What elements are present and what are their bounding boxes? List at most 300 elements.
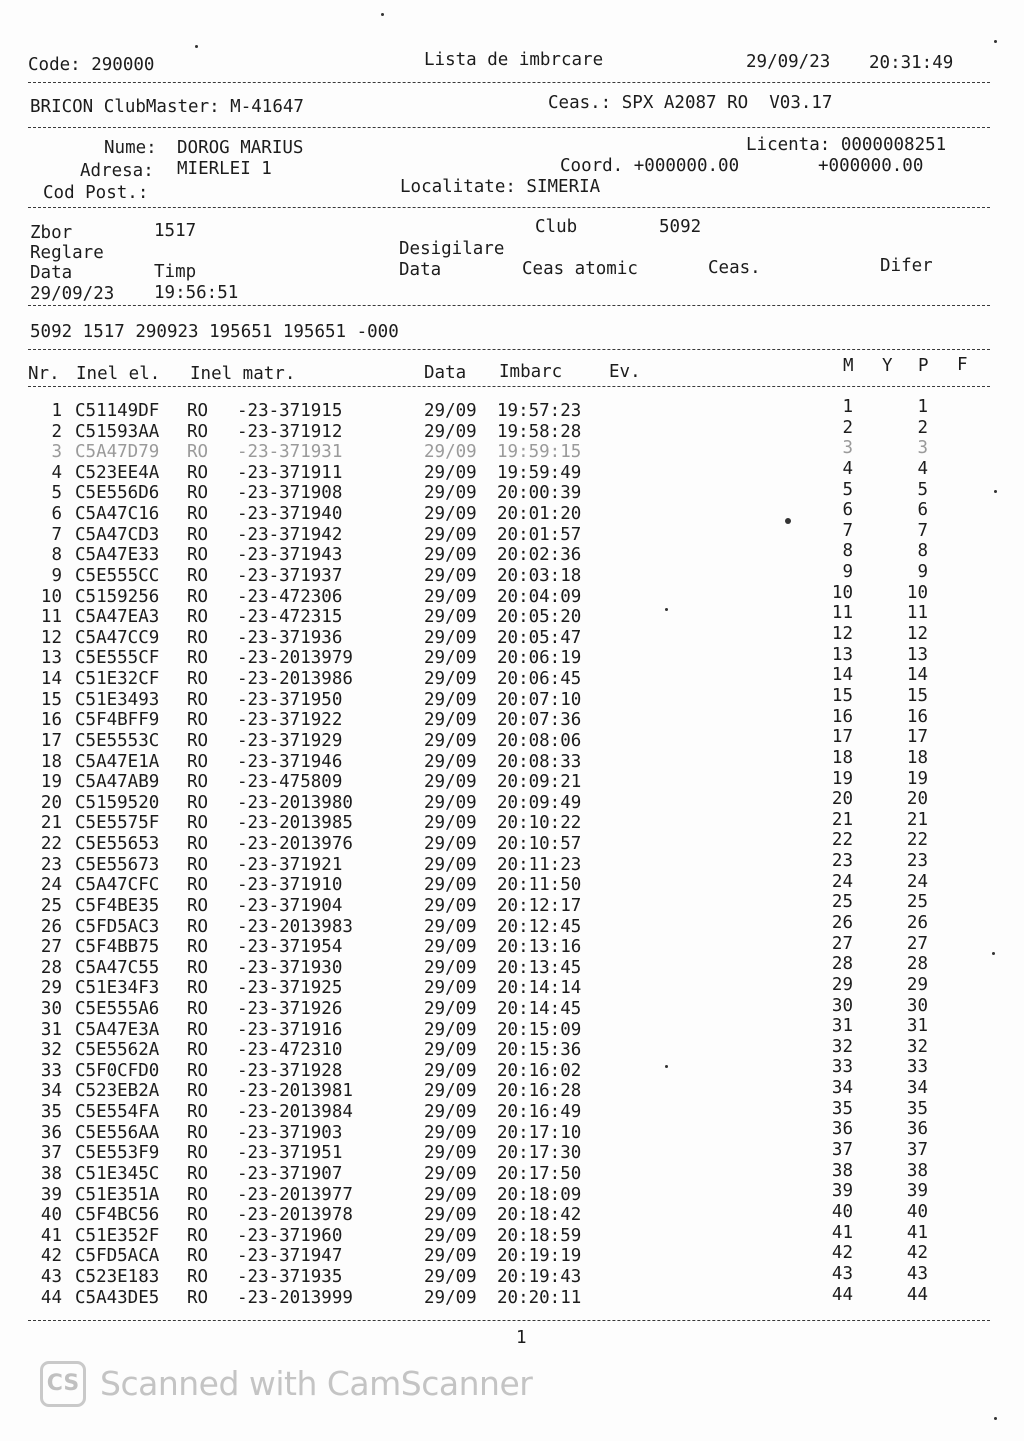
electronic-ring: C5A47CFC	[75, 875, 160, 896]
position-m: 26	[831, 913, 853, 933]
arrival-date: 29/09	[424, 1267, 477, 1288]
position-p: 18	[906, 747, 928, 768]
electronic-ring: C5A47E33	[75, 545, 160, 566]
arrival-date: 29/09	[424, 545, 477, 566]
col-header-inel-matr: Inel matr.	[190, 364, 296, 384]
row-number: 18	[40, 751, 62, 772]
arrival-date: 29/09	[424, 978, 477, 999]
scan-speck	[381, 13, 384, 16]
table-row	[0, 768, 1024, 793]
position-p: 5	[917, 479, 928, 500]
row-number: 23	[40, 854, 62, 875]
arrival-time: 20:14:45	[497, 998, 582, 1019]
col-header-m: M	[843, 356, 854, 376]
ring-country: RO	[187, 545, 209, 566]
header-time: 20:31:49	[869, 53, 954, 73]
ring-country: RO	[187, 1019, 209, 1040]
registration-ring: -23-2013983	[237, 916, 353, 937]
ring-country: RO	[187, 895, 209, 916]
position-m: 6	[842, 500, 853, 521]
owner-address: MIERLEI 1	[177, 159, 272, 179]
position-p: 42	[906, 1243, 928, 1264]
arrival-time: 19:58:28	[497, 421, 582, 442]
ring-country: RO	[187, 710, 209, 731]
arrival-date: 29/09	[424, 710, 477, 731]
position-m: 38	[831, 1160, 853, 1181]
ring-country: RO	[187, 1246, 209, 1267]
ring-country: RO	[187, 916, 209, 937]
scan-speck	[994, 40, 997, 43]
row-number: 30	[40, 998, 62, 1019]
header-date: 29/09/23	[746, 52, 831, 72]
arrival-date: 29/09	[424, 421, 477, 442]
position-m: 28	[831, 954, 853, 975]
row-number: 38	[40, 1163, 62, 1184]
electronic-ring: C51E351A	[75, 1184, 160, 1205]
table-row	[0, 1140, 1024, 1164]
registration-ring: -23-371947	[237, 1246, 343, 1267]
position-p: 36	[906, 1119, 928, 1140]
position-m: 41	[831, 1222, 853, 1243]
row-number: 43	[40, 1267, 62, 1288]
ring-country: RO	[187, 854, 209, 875]
registration-ring: -23-371950	[237, 689, 343, 710]
position-p: 33	[906, 1057, 928, 1078]
table-row	[0, 747, 1024, 773]
position-m: 1	[842, 397, 853, 417]
ring-country: RO	[187, 813, 209, 834]
registration-ring: -23-371904	[237, 895, 343, 916]
arrival-date: 29/09	[424, 483, 477, 504]
position-m: 43	[831, 1263, 853, 1284]
summary-line: 5092 1517 290923 195651 195651 -000	[30, 322, 399, 342]
arrival-time: 20:13:45	[497, 957, 582, 978]
electronic-ring: C5F4BB75	[75, 937, 160, 958]
electronic-ring: C5F4BFF9	[75, 710, 160, 731]
position-p: 40	[906, 1201, 928, 1222]
arrival-date: 29/09	[424, 1184, 477, 1205]
arrival-date: 29/09	[424, 937, 477, 958]
data-label: Data	[30, 263, 73, 283]
separator	[28, 305, 990, 306]
electronic-ring: C5159256	[75, 586, 160, 607]
table-row	[0, 603, 1024, 628]
row-number: 44	[40, 1287, 62, 1308]
position-p: 15	[906, 685, 928, 706]
row-number: 1	[51, 401, 62, 421]
device-label: BRICON ClubMaster: M-41647	[30, 97, 304, 117]
row-number: 31	[40, 1019, 62, 1040]
arrival-date: 29/09	[424, 998, 477, 1019]
position-m: 42	[831, 1243, 853, 1264]
row-number: 15	[40, 689, 62, 710]
arrival-date: 29/09	[424, 1225, 477, 1246]
ring-country: RO	[187, 648, 209, 669]
arrival-date: 29/09	[424, 1081, 477, 1102]
position-m: 32	[831, 1036, 853, 1057]
arrival-time: 20:17:10	[497, 1122, 582, 1143]
table-row	[0, 458, 1024, 484]
separator	[28, 386, 990, 387]
electronic-ring: C5A47E3A	[75, 1019, 160, 1040]
registration-ring: -23-371916	[237, 1019, 343, 1040]
position-p: 37	[906, 1140, 928, 1161]
ring-country: RO	[187, 772, 209, 793]
registration-ring: -23-2013977	[237, 1184, 353, 1205]
table-row	[0, 1098, 1024, 1123]
ceas-label: Ceas.	[708, 258, 761, 278]
position-m: 14	[831, 665, 853, 686]
position-p: 17	[906, 727, 928, 748]
arrival-date: 29/09	[424, 1246, 477, 1267]
electronic-ring: C51E352F	[75, 1225, 160, 1246]
arrival-date: 29/09	[424, 730, 477, 751]
registration-ring: -23-371940	[237, 504, 343, 525]
arrival-time: 20:16:28	[497, 1081, 582, 1102]
electronic-ring: C5FD5ACA	[75, 1246, 160, 1267]
table-row	[0, 1036, 1024, 1061]
registration-ring: -23-472310	[237, 1040, 343, 1061]
position-m: 29	[831, 974, 853, 995]
position-p: 22	[906, 830, 928, 851]
position-m: 25	[831, 892, 853, 913]
row-number: 42	[40, 1246, 62, 1267]
arrival-date: 29/09	[424, 772, 477, 793]
table-row	[0, 582, 1024, 608]
arrival-time: 20:11:23	[497, 854, 582, 875]
arrival-date: 29/09	[424, 1019, 477, 1040]
position-p: 41	[906, 1222, 928, 1243]
registration-ring: -23-475809	[237, 772, 343, 793]
license-label: Licenta: 0000008251	[746, 135, 947, 155]
position-m: 22	[831, 830, 853, 851]
arrival-time: 20:12:45	[497, 916, 582, 937]
arrival-time: 20:18:59	[497, 1225, 582, 1246]
arrival-date: 29/09	[424, 834, 477, 855]
position-p: 26	[906, 913, 928, 933]
registration-ring: -23-371903	[237, 1122, 343, 1143]
row-number: 13	[40, 648, 62, 669]
electronic-ring: C5F0CFD0	[75, 1060, 160, 1081]
table-row	[0, 562, 1024, 587]
arrival-date: 29/09	[424, 401, 477, 421]
position-p: 27	[906, 933, 928, 954]
arrival-date: 29/09	[424, 607, 477, 628]
row-number: 12	[40, 627, 62, 648]
col-header-imbarc: Imbarc	[499, 362, 563, 382]
document-title: Lista de imbrcare	[424, 50, 604, 70]
electronic-ring: C523E183	[75, 1267, 160, 1288]
table-row	[0, 830, 1024, 855]
registration-ring: -23-371910	[237, 875, 343, 896]
position-m: 44	[831, 1284, 853, 1305]
arrival-date: 29/09	[424, 586, 477, 607]
separator	[28, 349, 990, 350]
table-row	[0, 974, 1024, 999]
position-m: 21	[831, 809, 853, 830]
ring-country: RO	[187, 730, 209, 751]
table-row	[0, 1243, 1024, 1267]
ring-country: RO	[187, 1184, 209, 1205]
ring-country: RO	[187, 998, 209, 1019]
arrival-time: 20:06:45	[497, 669, 582, 690]
table-row	[0, 1181, 1024, 1206]
arrival-date: 29/09	[424, 792, 477, 813]
position-m: 2	[842, 417, 853, 438]
position-m: 36	[831, 1119, 853, 1140]
page-number: 1	[516, 1328, 527, 1348]
reg-time: 19:56:51	[154, 283, 239, 303]
arrival-time: 20:16:02	[497, 1060, 582, 1081]
arrival-date: 29/09	[424, 1163, 477, 1184]
ceas-atomic-label: Ceas atomic	[522, 259, 638, 279]
registration-ring: -23-2013981	[237, 1081, 353, 1102]
arrival-time: 20:08:06	[497, 730, 582, 751]
table-row	[0, 892, 1024, 917]
scan-speck	[195, 45, 198, 48]
registration-ring: -23-371929	[237, 730, 343, 751]
ring-country: RO	[187, 875, 209, 896]
arrival-date: 29/09	[424, 854, 477, 875]
row-number: 17	[40, 730, 62, 751]
position-m: 4	[842, 458, 853, 479]
position-p: 29	[906, 974, 928, 995]
position-p: 2	[917, 417, 928, 438]
table-row	[0, 438, 1024, 463]
name-label: Nume:	[104, 138, 157, 158]
registration-ring: -23-371930	[237, 957, 343, 978]
electronic-ring: C5E554FA	[75, 1102, 160, 1123]
row-number: 37	[40, 1143, 62, 1164]
position-m: 16	[831, 706, 853, 727]
table-row	[0, 520, 1024, 546]
ring-country: RO	[187, 1225, 209, 1246]
col-header-y: Y	[882, 356, 893, 376]
electronic-ring: C5E5562A	[75, 1040, 160, 1061]
ring-country: RO	[187, 442, 209, 463]
electronic-ring: C51E345C	[75, 1163, 160, 1184]
registration-ring: -23-371915	[237, 401, 343, 421]
electronic-ring: C5A47AB9	[75, 772, 160, 793]
arrival-time: 20:17:50	[497, 1163, 582, 1184]
position-m: 5	[842, 479, 853, 500]
registration-ring: -23-2013984	[237, 1102, 353, 1123]
arrival-time: 20:19:43	[497, 1267, 582, 1288]
position-m: 13	[831, 644, 853, 665]
position-m: 10	[831, 582, 853, 603]
registration-ring: -23-472306	[237, 586, 343, 607]
registration-ring: -23-371925	[237, 978, 343, 999]
ring-country: RO	[187, 1163, 209, 1184]
position-p: 11	[906, 603, 928, 624]
ring-country: RO	[187, 462, 209, 483]
table-row	[0, 397, 1024, 422]
row-number: 3	[51, 442, 62, 463]
registration-ring: -23-371951	[237, 1143, 343, 1164]
electronic-ring: C5E5553C	[75, 730, 160, 751]
electronic-ring: C5E55673	[75, 854, 160, 875]
table-row	[0, 727, 1024, 752]
arrival-date: 29/09	[424, 442, 477, 463]
position-m: 34	[831, 1078, 853, 1099]
electronic-ring: C5E55653	[75, 834, 160, 855]
reglare-label: Reglare	[30, 243, 104, 263]
row-number: 6	[51, 504, 62, 525]
table-row	[0, 933, 1024, 958]
arrival-time: 20:18:09	[497, 1184, 582, 1205]
row-number: 41	[40, 1225, 62, 1246]
electronic-ring: C5A47E1A	[75, 751, 160, 772]
registration-ring: -23-2013999	[237, 1287, 353, 1308]
camscanner-watermark: Scanned with CamScanner	[100, 1364, 533, 1403]
arrival-time: 20:10:57	[497, 834, 582, 855]
table-row	[0, 1016, 1024, 1041]
arrival-time: 19:59:15	[497, 442, 582, 463]
table-row	[0, 1078, 1024, 1102]
position-m: 35	[831, 1098, 853, 1119]
row-number: 19	[40, 772, 62, 793]
row-number: 36	[40, 1122, 62, 1143]
table-row	[0, 1201, 1024, 1226]
registration-ring: -23-371935	[237, 1267, 343, 1288]
camscanner-logo: CS	[40, 1361, 86, 1407]
arrival-time: 20:02:36	[497, 545, 582, 566]
col-header-data: Data	[424, 363, 467, 383]
row-number: 34	[40, 1081, 62, 1102]
address-label: Adresa:	[80, 161, 154, 181]
ring-country: RO	[187, 1102, 209, 1123]
arrival-date: 29/09	[424, 875, 477, 896]
timp-label: Timp	[154, 262, 197, 282]
row-number: 32	[40, 1040, 62, 1061]
scan-speck	[994, 490, 997, 493]
electronic-ring: C5E556D6	[75, 483, 160, 504]
registration-ring: -23-371942	[237, 524, 343, 545]
row-number: 2	[51, 421, 62, 442]
table-row	[0, 479, 1024, 504]
electronic-ring: C5E555A6	[75, 998, 160, 1019]
position-p: 16	[906, 706, 928, 727]
coord-value-2: +000000.00	[818, 156, 924, 176]
table-row	[0, 417, 1024, 443]
ring-country: RO	[187, 565, 209, 586]
registration-ring: -23-371908	[237, 483, 343, 504]
separator	[28, 1320, 990, 1321]
position-m: 23	[831, 851, 853, 872]
data2-label: Data	[399, 260, 442, 280]
club-label: Club	[535, 217, 578, 237]
table-row	[0, 644, 1024, 669]
position-p: 9	[917, 562, 928, 583]
position-m: 7	[842, 520, 853, 541]
arrival-time: 19:57:23	[497, 401, 582, 421]
arrival-time: 20:09:49	[497, 792, 582, 813]
row-number: 21	[40, 813, 62, 834]
table-row	[0, 1119, 1024, 1144]
position-p: 39	[906, 1181, 928, 1202]
ring-country: RO	[187, 1205, 209, 1226]
registration-ring: -23-2013986	[237, 669, 353, 690]
arrival-date: 29/09	[424, 895, 477, 916]
position-m: 12	[831, 624, 853, 645]
electronic-ring: C5E5575F	[75, 813, 160, 834]
registration-ring: -23-371928	[237, 1060, 343, 1081]
arrival-date: 29/09	[424, 648, 477, 669]
arrival-time: 20:10:22	[497, 813, 582, 834]
position-p: 8	[917, 541, 928, 562]
row-number: 39	[40, 1184, 62, 1205]
arrival-time: 20:01:20	[497, 504, 582, 525]
position-m: 31	[831, 1016, 853, 1037]
ring-country: RO	[187, 689, 209, 710]
row-number: 9	[51, 565, 62, 586]
registration-ring: -23-371921	[237, 854, 343, 875]
row-number: 10	[40, 586, 62, 607]
position-p: 1	[917, 397, 928, 417]
col-header-nr: Nr.	[28, 364, 60, 384]
position-p: 19	[906, 768, 928, 789]
ring-country: RO	[187, 1287, 209, 1308]
electronic-ring: C5A47C16	[75, 504, 160, 525]
electronic-ring: C5A47C55	[75, 957, 160, 978]
arrival-date: 29/09	[424, 627, 477, 648]
position-p: 24	[906, 871, 928, 892]
table-row	[0, 1263, 1024, 1288]
table-row	[0, 624, 1024, 649]
ring-country: RO	[187, 1040, 209, 1061]
locality-label: Localitate: SIMERIA	[400, 177, 601, 197]
position-p: 43	[906, 1263, 928, 1284]
arrival-date: 29/09	[424, 1205, 477, 1226]
table-row	[0, 665, 1024, 690]
electronic-ring: C51E3493	[75, 689, 160, 710]
arrival-time: 20:18:42	[497, 1205, 582, 1226]
difer-label: Difer	[880, 256, 933, 276]
registration-ring: -23-371936	[237, 627, 343, 648]
arrival-time: 20:06:19	[497, 648, 582, 669]
electronic-ring: C5F4BE35	[75, 895, 160, 916]
arrival-time: 20:05:47	[497, 627, 582, 648]
table-row	[0, 500, 1024, 525]
position-m: 40	[831, 1201, 853, 1222]
separator	[28, 82, 990, 83]
zbor-value: 1517	[154, 221, 197, 241]
club-value: 5092	[659, 217, 702, 237]
electronic-ring: C5A43DE5	[75, 1287, 160, 1308]
col-header-f: F	[957, 355, 968, 375]
arrival-date: 29/09	[424, 669, 477, 690]
arrival-date: 29/09	[424, 957, 477, 978]
ring-country: RO	[187, 524, 209, 545]
position-m: 37	[831, 1140, 853, 1161]
electronic-ring: C5E555CF	[75, 648, 160, 669]
position-p: 6	[917, 500, 928, 521]
table-row	[0, 871, 1024, 896]
arrival-time: 20:09:21	[497, 772, 582, 793]
table-row	[0, 913, 1024, 938]
col-header-p: P	[918, 356, 929, 376]
electronic-ring: C5E553F9	[75, 1143, 160, 1164]
scan-speck	[994, 1417, 997, 1420]
position-p: 38	[906, 1160, 928, 1181]
electronic-ring: C5F4BC56	[75, 1205, 160, 1226]
table-row	[0, 809, 1024, 834]
arrival-date: 29/09	[424, 1122, 477, 1143]
electronic-ring: C51E34F3	[75, 978, 160, 999]
ring-country: RO	[187, 834, 209, 855]
registration-ring: -23-371946	[237, 751, 343, 772]
table-row	[0, 995, 1024, 1020]
